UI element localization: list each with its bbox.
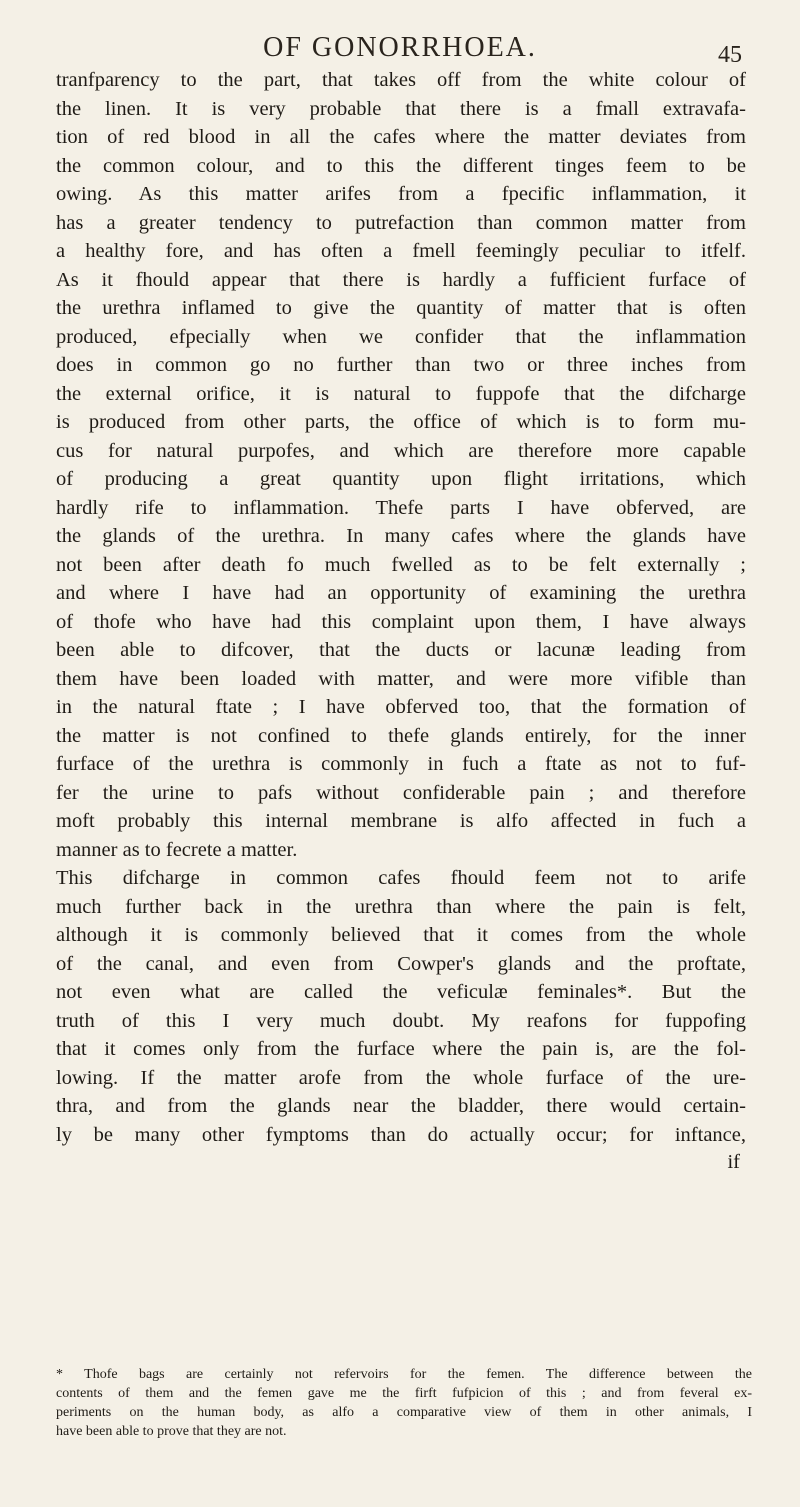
text-line: produced, efpecially when we confider that the inflammation <box>56 325 746 348</box>
text-line: As it fhould appear that there is hardly a fufficient furface of <box>56 268 746 291</box>
text-line-paragraph-end: manner as to fecrete a matter. <box>56 838 298 861</box>
catchword: if <box>727 1151 740 1173</box>
text-line: the common colour, and to this the different tinges feem to be <box>56 154 746 177</box>
text-line: not been after death fo much fwelled as to be felt externally ; <box>56 553 746 576</box>
text-line: cus for natural purpofes, and which are therefore more capable <box>56 439 746 462</box>
running-head: OF GONORRHOEA. <box>263 32 537 63</box>
text-line: the urethra inflamed to give the quantity of matter that is often <box>56 297 746 319</box>
text-line: of producing a great quantity upon flight irritations, which <box>56 468 746 490</box>
text-line: truth of this I very much doubt. My reafons for fuppofing <box>56 1009 746 1032</box>
text-line: tion of red blood in all the cafes where the matter deviates from <box>56 126 746 148</box>
text-line: moft probably this internal membrane is alfo affected in fuch a <box>56 810 746 832</box>
page-number: 45 <box>718 42 742 68</box>
text-line: although it is commonly believed that it comes from the whole <box>56 924 746 946</box>
text-line: lowing. If the matter arofe from the whole furface of the ure- <box>56 1066 746 1089</box>
footnote-line: periments on the human body, as alfo a comparative view of them in other animals, I <box>56 1405 752 1420</box>
text-line: the matter is not confined to thefe glands entirely, for the inner <box>56 724 746 747</box>
text-line: that it comes only from the furface where the pain is, are the fol- <box>56 1038 746 1060</box>
text-line: the external orifice, it is natural to fuppofe that the difcharge <box>56 382 746 405</box>
body-text <box>56 66 746 1175</box>
text-line: hardly rife to inflammation. Thefe parts I have obferved, are <box>56 496 746 519</box>
text-line: does in common go no further than two or three inches from <box>56 354 746 376</box>
text-line: ly be many other fymptoms than do actually occur; for inftance, <box>56 1123 746 1146</box>
text-line: furface of the urethra is commonly in fuch a ftate as not to fuf- <box>56 753 746 775</box>
footnote-line: have been able to prove that they are not. <box>56 1424 287 1439</box>
text-line: much further back in the urethra than where the pain is felt, <box>56 895 746 918</box>
text-line: the linen. It is very probable that there is a fmall extravafa- <box>56 97 746 120</box>
text-line: them have been loaded with matter, and were more vifible than <box>56 667 746 690</box>
text-line: thra, and from the glands near the bladder, there would certain- <box>56 1095 746 1117</box>
text-line: has a greater tendency to putrefaction than common matter from <box>56 211 746 234</box>
text-line: and where I have had an opportunity of examining the urethra <box>56 582 746 604</box>
text-line: fer the urine to pafs without confiderable pain ; and therefore <box>56 781 746 804</box>
text-line: of the canal, and even from Cowper's glands and the proftate, <box>56 952 746 975</box>
text-line: the glands of the urethra. In many cafes where the glands have <box>56 525 746 547</box>
text-line: not even what are called the veficulæ feminales*. But the <box>56 981 746 1003</box>
text-line: tranfparency to the part, that takes off from the white colour of <box>56 69 746 91</box>
text-line: in the natural ftate ; I have obferved too, that the formation of <box>56 696 746 718</box>
footnote <box>56 1365 752 1441</box>
footnote-line: * Thofe bags are certainly not refervoirs for the femen. The difference between the <box>56 1367 752 1382</box>
text-line: owing. As this matter arifes from a fpecific inflammation, it <box>56 183 746 205</box>
text-line: been able to difcover, that the ducts or lacunæ leading from <box>56 639 746 661</box>
text-line: a healthy fore, and has often a fmell feemingly peculiar to itfelf. <box>56 240 746 262</box>
text-line: is produced from other parts, the office of which is to form mu- <box>56 411 746 433</box>
footnote-line: contents of them and the femen gave me the firft fufpicion of this ; and from feveral ex- <box>56 1386 752 1401</box>
text-line-paragraph-start: This difcharge in common cafes fhould feem not to arife <box>56 867 746 889</box>
text-line: of thofe who have had this complaint upon them, I have always <box>56 610 746 633</box>
